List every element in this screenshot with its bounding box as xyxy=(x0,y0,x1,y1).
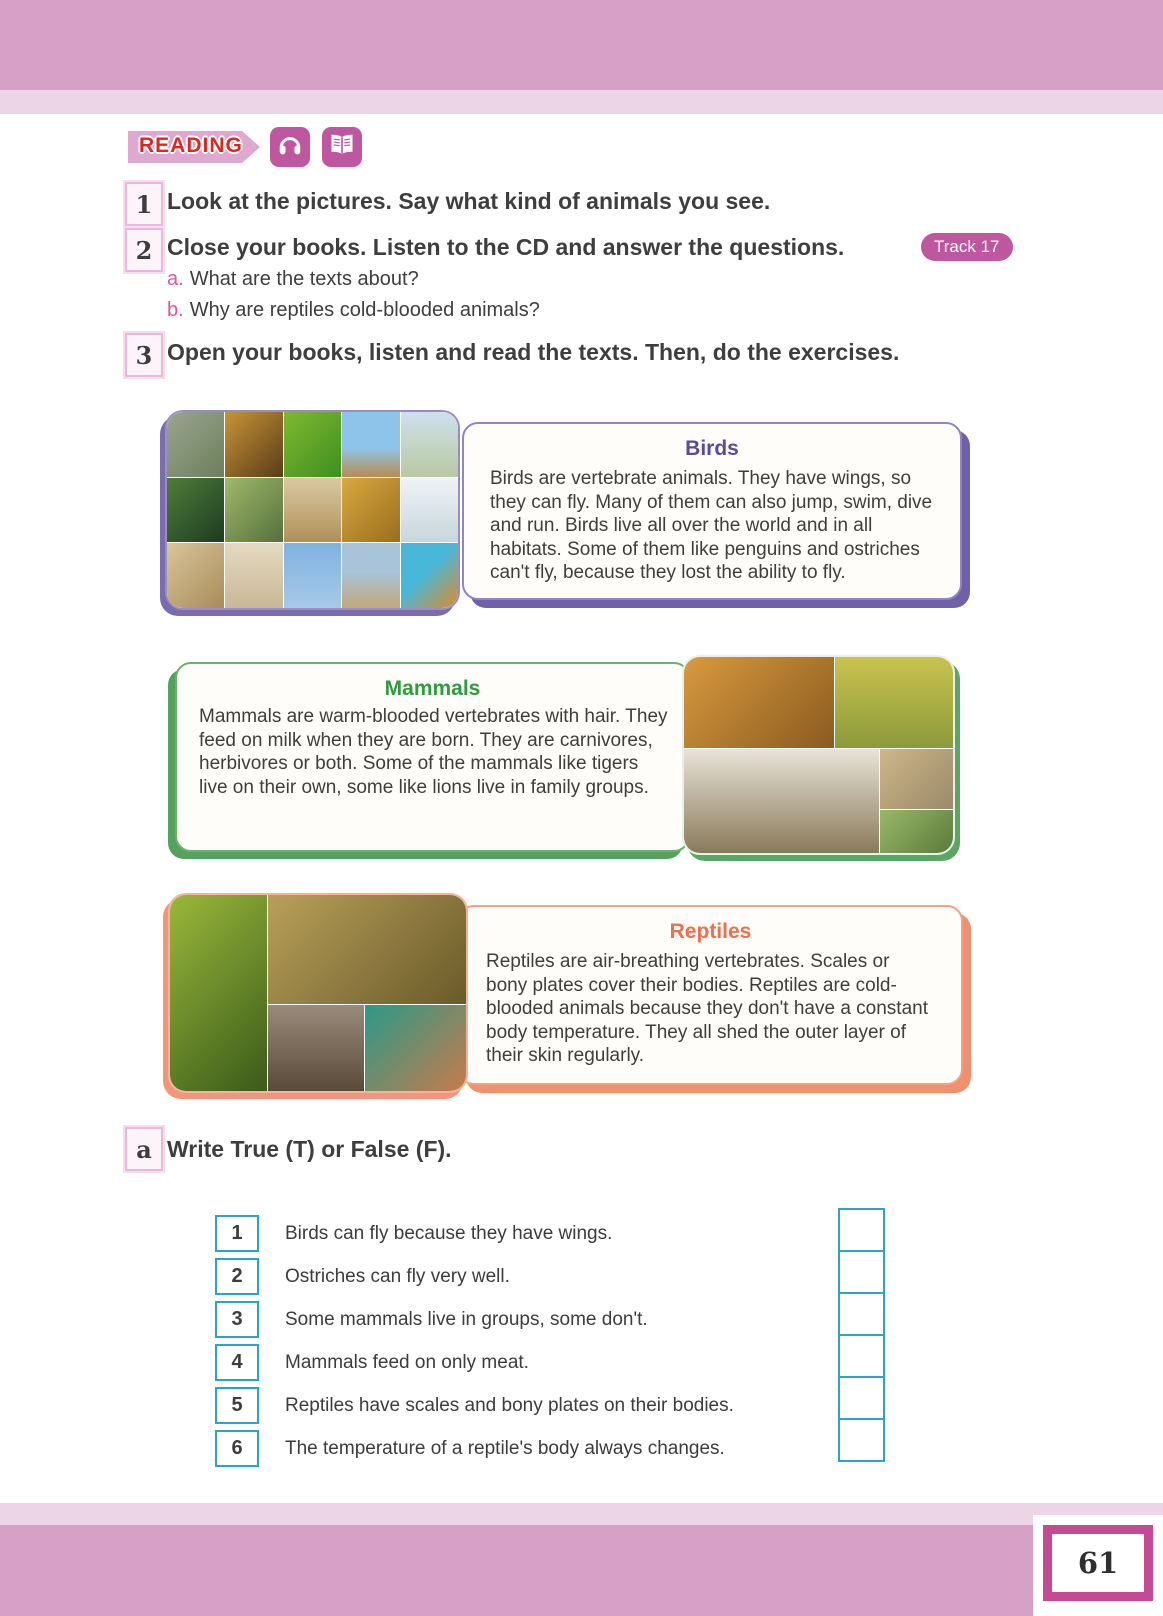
bird-photo-tile xyxy=(342,478,399,543)
list-item xyxy=(215,1298,734,1341)
exercise-3-text: Open your books, listen and read the texts. Then, do the exercises. xyxy=(167,339,900,365)
buffalo-herd-photo-tile xyxy=(835,657,953,749)
birds-card-title: Birds xyxy=(685,437,739,460)
headphones-icon xyxy=(276,131,304,164)
statement-text: Some mammals live in groups, some don't. xyxy=(285,1308,648,1330)
statement-text: Reptiles have scales and bony plates on their bodies. xyxy=(285,1394,734,1416)
exercise-2-number: 2 xyxy=(125,228,163,272)
mammals-card-text: Mammals are warm-blooded vertebrates with hair. They feed on milk when they are born. They are carnivores, herbivores or both. Some of the mammals like tigers live on their own, some like lions live in family groups. xyxy=(199,706,668,798)
list-item xyxy=(215,1255,734,1298)
birds-card xyxy=(462,422,962,600)
reptiles-card xyxy=(458,905,963,1085)
sub-question-b xyxy=(167,299,540,322)
statement-number: 3 xyxy=(215,1301,259,1338)
answer-box-4[interactable] xyxy=(838,1334,885,1378)
answer-box-6[interactable] xyxy=(838,1418,885,1462)
rhino-photo-tile xyxy=(880,749,953,810)
list-item xyxy=(215,1212,734,1255)
open-book-icon-button[interactable] xyxy=(322,127,362,167)
answer-box-5[interactable] xyxy=(838,1376,885,1420)
bird-photo-tile xyxy=(342,543,399,608)
mammals-card-title: Mammals xyxy=(384,677,481,700)
statement-number: 1 xyxy=(215,1215,259,1252)
statement-text: Birds can fly because they have wings. xyxy=(285,1222,613,1244)
birds-photo-collage xyxy=(165,410,460,610)
bird-photo-tile xyxy=(401,412,458,477)
answer-box-column xyxy=(838,1208,885,1462)
exercise-2-text: Close your books. Listen to the CD and answer the questions. xyxy=(167,234,845,260)
elephants-photo-tile xyxy=(880,810,953,853)
birds-card-text: Birds are vertebrate animals. They have wings, so they can fly. Many of them can also jump, swim, dive and run. Birds live all over the world and in all habitats. Some of them like penguins and ostriches can't fly, because they lost the ability to fly. xyxy=(490,468,933,583)
answer-box-3[interactable] xyxy=(838,1292,885,1336)
bottom-band-light xyxy=(0,1503,1163,1525)
exercise-3-number: 3 xyxy=(125,333,163,377)
statement-text: Mammals feed on only meat. xyxy=(285,1351,529,1373)
statement-number: 5 xyxy=(215,1387,259,1424)
statement-number: 6 xyxy=(215,1430,259,1467)
mammals-card xyxy=(175,662,690,852)
bird-photo-tile xyxy=(284,478,341,543)
reptiles-card-title: Reptiles xyxy=(669,920,752,943)
bird-photo-tile xyxy=(167,412,224,477)
headphones-icon-button[interactable] xyxy=(270,127,310,167)
bird-photo-tile xyxy=(167,543,224,608)
open-book-icon xyxy=(328,131,356,164)
bird-photo-tile xyxy=(284,412,341,477)
mammals-photo-collage xyxy=(682,655,955,855)
reading-banner-label: READING xyxy=(139,134,243,157)
lion-photo-tile xyxy=(684,657,835,749)
sub-question-b-text: Why are reptiles cold-blooded animals? xyxy=(189,299,540,321)
bird-photo-tile xyxy=(284,543,341,608)
birds-photo-grid xyxy=(167,412,458,608)
exercise-1-text: Look at the pictures. Say what kind of animals you see. xyxy=(167,188,771,214)
reading-banner xyxy=(125,128,265,166)
exercise-a-label: a xyxy=(125,1127,163,1171)
lizard-bowl-photo-tile xyxy=(365,1005,466,1091)
frog-photo-tile xyxy=(170,895,268,1091)
sub-question-a-label: a. xyxy=(167,268,184,290)
track-badge: Track 17 xyxy=(921,233,1013,261)
statement-text: The temperature of a reptile's body always changes. xyxy=(285,1437,725,1459)
list-item xyxy=(215,1341,734,1384)
statement-text: Ostriches can fly very well. xyxy=(285,1265,510,1287)
bird-photo-tile xyxy=(225,543,282,608)
sub-question-b-label: b. xyxy=(167,299,184,321)
reptiles-card-text: Reptiles are air-breathing vertebrates. Scales or bony plates cover their bodies. Reptiles are cold-blooded animals because they don't have a constant body temperature. They all shed the outer layer of their skin regularly. xyxy=(486,951,928,1066)
answer-box-1[interactable] xyxy=(838,1208,885,1252)
list-item xyxy=(215,1384,734,1427)
top-band-light xyxy=(0,90,1163,114)
top-band-dark xyxy=(0,0,1163,90)
bird-photo-tile xyxy=(342,412,399,477)
statement-number: 4 xyxy=(215,1344,259,1381)
sub-question-a xyxy=(167,268,419,291)
list-item xyxy=(215,1427,734,1470)
sub-question-a-text: What are the texts about? xyxy=(189,268,419,290)
snake-photo-tile xyxy=(268,895,466,1005)
true-false-list xyxy=(215,1212,734,1470)
bird-photo-tile xyxy=(167,478,224,543)
statement-number: 2 xyxy=(215,1258,259,1295)
lizard-wood-photo-tile xyxy=(268,1005,366,1091)
bird-photo-tile xyxy=(401,543,458,608)
bottom-band-dark xyxy=(0,1525,1163,1616)
bird-photo-tile xyxy=(225,412,282,477)
bird-photo-tile xyxy=(401,478,458,543)
exercise-a-title: Write True (T) or False (F). xyxy=(167,1136,452,1162)
bird-photo-tile xyxy=(225,478,282,543)
answer-box-2[interactable] xyxy=(838,1250,885,1294)
page-number: 61 xyxy=(1043,1525,1153,1601)
reptiles-photo-collage xyxy=(168,893,468,1093)
exercise-1-number: 1 xyxy=(125,182,163,226)
leopard-tree-photo-tile xyxy=(684,749,880,853)
